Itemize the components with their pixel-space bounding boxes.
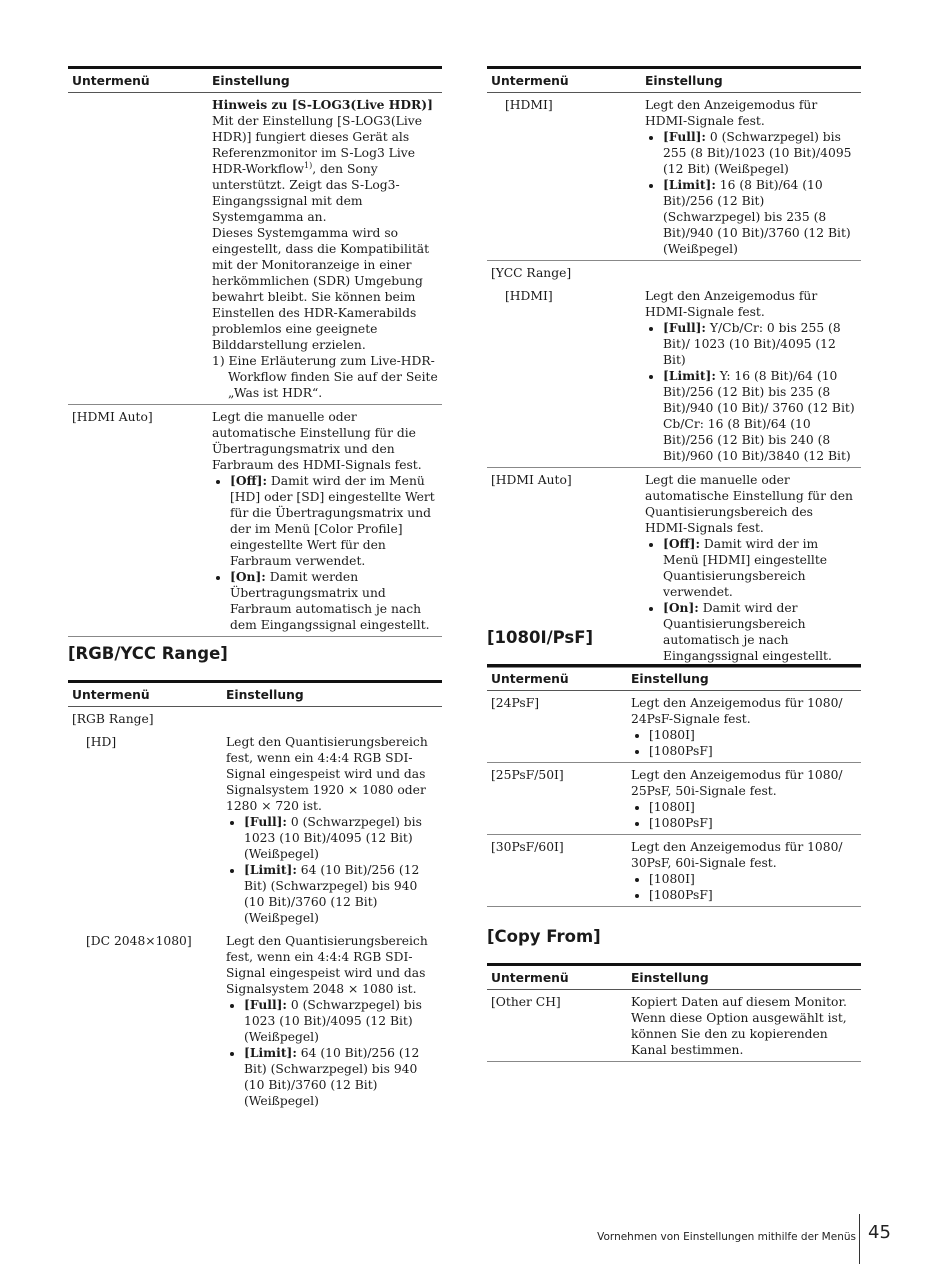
option-text: Damit wird der Quantisierungsbereich automatisch je nach Eingangssignal eingestellt. [663,601,832,663]
submenu-label: [24PsF] [487,691,627,763]
list-item [663,600,857,664]
list-item [244,814,438,862]
header-submenu: Untermenü [68,682,222,707]
table-row [487,93,861,261]
left-top-table-wrap [68,66,442,637]
header-setting: Einstellung [627,666,861,691]
list-item [663,320,857,368]
header-submenu: Untermenü [487,965,627,990]
list-item: • [1080I] [649,727,857,743]
section-title-rgb-ycc: [RGB/YCC Range] [68,644,228,663]
table-row [487,990,861,1062]
list-item: • [1080I] [649,871,857,887]
header-setting: Einstellung [208,68,442,93]
hdr-body-b: , den Sony unterstützt. Zeigt das S-Log3-Eingangssignal mit dem Systemgamma an. [212,162,400,224]
table-row [487,284,861,468]
option-text: 16 (8 Bit)/64 (10 Bit)/256 (12 Bit) (Schwarzpegel) bis 235 (8 Bit)/940 (10 Bit)/3760 (12 Bit) (Weißpegel) [663,178,851,256]
list-item [663,536,857,600]
option-key: [Full]: [663,320,706,335]
hdr-note-cell [208,93,442,405]
option-text: Damit wird der im Menü [HD] oder [SD] eingestellte Wert für die Übertragungsmatrix und der im Menü [Color Profile] eingestellte Wert für den Farbraum verwendet. [230,474,435,568]
submenu-hd: [HD] [86,735,117,749]
table-row [487,835,861,907]
hdr-body-c: Dieses Systemgamma wird so eingestellt, dass die Kompatibilität mit der Monitoranzeige in einer herkömmlichen (SDR) Umgebung bewahrt bleibt. Sie können beim Einstellen des HDR-Kamerabilds problemlos eine geeignete Bilddarstellung erzielen. [212,226,430,352]
option-key: [Limit]: [663,177,716,192]
settings-table-hdr [68,66,442,637]
table-row [68,405,442,637]
section-title-1080i-psf: [1080I/PsF] [487,628,594,647]
option-key: [Limit]: [663,368,716,383]
option-key: [Limit]: [244,862,297,877]
list-item [663,177,857,257]
submenu-ycc-hdmi: [HDMI] [487,284,641,468]
list-item [663,368,857,464]
option-text: 64 (10 Bit)/256 (12 Bit) (Schwarzpegel) bis 940 (10 Bit)/3760 (12 Bit) (Weißpegel) [244,1046,420,1108]
option-key: [Full]: [663,129,706,144]
hd-desc: Legt den Quantisierungsbereich fest, wenn ein 4:4:4 RGB SDI-Signal eingespeist wird und das Signalsystem 1920 × 1080 oder 1280 × 720 ist. [226,735,428,813]
list-item [244,862,438,926]
option-text: Y: 16 (8 Bit)/64 (10 Bit)/256 (12 Bit) bis 235 (8 Bit)/940 (10 Bit)/ 3760 (12 Bit) [663,369,855,415]
option-text: Damit wird der im Menü [HDMI] eingestellte Quantisierungsbereich verwendet. [663,537,828,599]
submenu-other-ch: [Other CH] [487,990,627,1062]
list-item: • [1080PsF] [649,815,857,831]
submenu-hdmi: [HDMI] [487,93,641,261]
table-row [68,93,442,405]
copy-table-wrap [487,963,861,1062]
hdmi-auto-desc: Legt die manuelle oder automatische Einstellung für die Übertragungsmatrix und den Farbraum des HDMI-Signals fest. [212,410,422,472]
hdmi-desc: Legt den Anzeigemodus für HDMI-Signale fest. [645,98,818,128]
settings-table-copy [487,963,861,1062]
option-key: [On]: [663,600,699,615]
header-setting: Einstellung [222,682,442,707]
option-key: [Full]: [244,997,287,1012]
table-row [68,929,442,1112]
settings-table-hdmi [487,66,861,668]
list-item: • [1080I] [649,799,857,815]
option-text: 0 (Schwarzpegel) bis 1023 (10 Bit)/4095 (12 Bit) (Weißpegel) [244,998,422,1044]
footer-section-title: Vornehmen von Einstellungen mithilfe der Menüs [597,1231,856,1243]
hdr-note-title: Hinweis zu [S-LOG3(Live HDR)] [212,97,433,112]
hdmi-auto-options [212,473,438,633]
psf-table-wrap [487,664,861,907]
submenu-rgb-range: [RGB Range] [72,712,154,726]
submenu-label: [30PsF/60I] [487,835,627,907]
option-text: 0 (Schwarzpegel) bis 255 (8 Bit)/1023 (10 Bit)/4095 (12 Bit) (Weißpegel) [663,130,852,176]
header-setting: Einstellung [627,965,861,990]
row-desc: Legt den Anzeigemodus für 1080/ 25PsF, 50i-Signale fest. [631,768,843,798]
list-item [230,569,438,633]
ycc-hdmi-desc: Legt den Anzeigemodus für HDMI-Signale fest. [645,289,818,319]
header-submenu: Untermenü [487,68,641,93]
hdmi-auto-desc: Legt die manuelle oder automatische Einstellung für den Quantisierungsbereich des HDMI-Signals fest. [645,473,853,535]
table-row [487,763,861,835]
header-setting: Einstellung [641,68,861,93]
list-item [230,473,438,569]
option-text: Cb/Cr: 16 (8 Bit)/64 (10 Bit)/256 (12 Bit) bis 240 (8 Bit)/960 (10 Bit)/3840 (12 Bit) [663,417,851,463]
list-item: • [1080PsF] [649,887,857,903]
settings-table-rgb [68,680,442,1112]
section-title-copy-from: [Copy From] [487,927,601,946]
footer-divider [859,1214,860,1264]
other-ch-desc: Kopiert Daten auf diesem Monitor. Wenn diese Option ausgewählt ist, können Sie den zu kopierenden Kanal bestimmen. [627,990,861,1062]
list-item: • [1080PsF] [649,743,857,759]
submenu-hdmi-auto: [HDMI Auto] [487,468,641,668]
rgb-table-wrap [68,680,442,1112]
header-submenu: Untermenü [487,666,627,691]
option-text: Y/Cb/Cr: 0 bis 255 (8 Bit)/ 1023 (10 Bit)/4095 (12 Bit) [663,321,841,367]
submenu-label: [25PsF/50I] [487,763,627,835]
hdr-footnote-mark: 1) [304,160,313,170]
option-key: [Full]: [244,814,287,829]
header-submenu: Untermenü [68,68,208,93]
submenu-hdmi-auto: [HDMI Auto] [68,405,208,637]
option-text: Damit werden Übertragungsmatrix und Farbraum automatisch je nach dem Eingangssignal eingestellt. [230,570,430,632]
option-text: 0 (Schwarzpegel) bis 1023 (10 Bit)/4095 (12 Bit) (Weißpegel) [244,815,422,861]
option-key: [Off]: [230,473,267,488]
row-desc: Legt den Anzeigemodus für 1080/ 24PsF-Signale fest. [631,696,843,726]
row-desc: Legt den Anzeigemodus für 1080/ 30PsF, 60i-Signale fest. [631,840,843,870]
list-item [663,129,857,177]
submenu-ycc-range: [YCC Range] [491,266,572,280]
hdr-footnote: 1) Eine Erläuterung zum Live-HDR-Workflow finden Sie auf der Seite „Was ist HDR“. [212,354,438,400]
list-item [244,1045,438,1109]
table-row [68,730,442,929]
settings-table-psf [487,664,861,907]
option-key: [On]: [230,569,266,584]
right-top-table-wrap [487,66,861,668]
table-row [487,261,861,285]
table-row [487,691,861,763]
page-number: 45 [868,1222,891,1243]
option-key: [Limit]: [244,1045,297,1060]
list-item [244,997,438,1045]
submenu-dc: [DC 2048×1080] [86,934,192,948]
option-text: 64 (10 Bit)/256 (12 Bit) (Schwarzpegel) bis 940 (10 Bit)/3760 (12 Bit) (Weißpegel) [244,863,420,925]
table-row [68,707,442,731]
dc-desc: Legt den Quantisierungsbereich fest, wenn ein 4:4:4 RGB SDI-Signal eingespeist wird und das Signalsystem 2048 × 1080 ist. [226,934,428,996]
hdr-body-a: Mit der Einstellung [S-LOG3(Live HDR)] fungiert dieses Gerät als Referenzmonitor im S-Log3 Live HDR-Workflow [212,114,422,176]
option-key: [Off]: [663,536,700,551]
